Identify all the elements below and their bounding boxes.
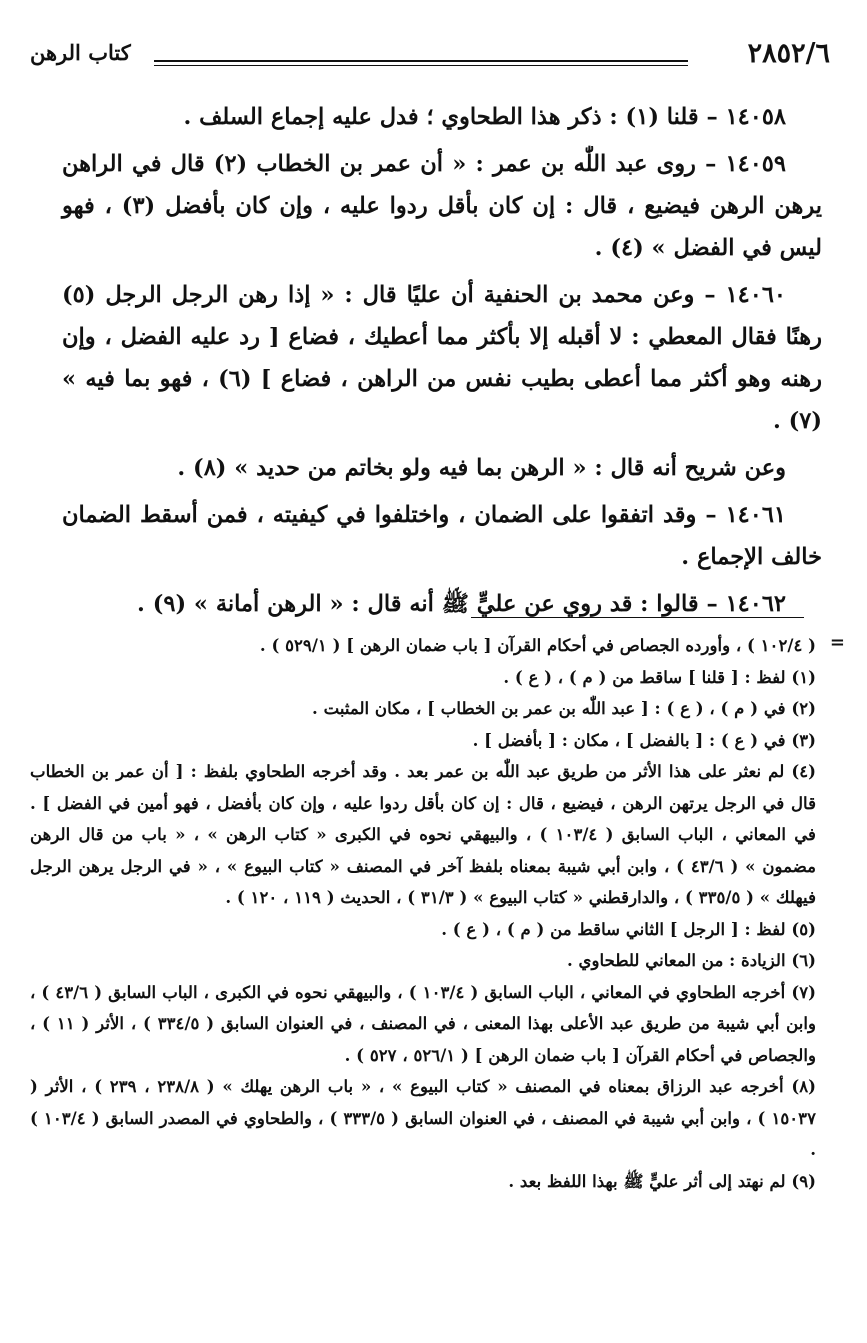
footnote-8: (٨) أخرجه عبد الرزاق بمعناه في المصنف « كتاب البيوع » ، « باب الرهن يهلك » ( ٢٣٨/٨ ، ٢٣٩ ) ، الأثر ( ١٥٠٣٧ ) ، وابن أبي شيبة في المصنف ، في العنوان السابق ( ٣٣٣/٥ ) ، والطحاوي في المصدر السابق ( ١٠٣/٤ ) .: [30, 1076, 817, 1159]
running-head: [30, 38, 830, 78]
footnote-4: (٤) لم نعثر على هذا الأثر من طريق عبد اللّٰه بن عمر بعد . وقد أخرجه الطحاوي بلفظ : [ أن عمر بن الخطاب قال في الرجل يرتهن الرهن ، فيضيع ، قال : إن كان بأقل ردوا عليه ، وإن كان بأفضل ، فهو أمين في الفضل ] . في المعاني ، الباب السابق ( ١٠٣/٤ ) ، والبيهقي نحوه في الكبرى « كتاب الرهن » ، « باب من قال الرهن مضمون » ( ٤٣/٦ ) ، وابن أبي شيبة بمعناه بلفظ آخر في المصنف « كتاب البيوع » ، « في الرجل يرهن الرجل فيهلك » ( ٣٣٥/٥ ) ، والدارقطني « كتاب البيوع » ( ٣١/٣ ) ، الحديث ( ١١٩ ، ١٢٠ ) .: [30, 761, 816, 907]
main-text: [62, 96, 822, 630]
footnote-1: (١) لفظ : [ قلنا ] ساقط من ( م ) ، ( ع ) .: [503, 666, 816, 687]
paragraph-14062: ١٤٠٦٢ – قالوا : قد روي عن عليٍّ ﷺ أنه قال : « الرهن أمانة » (٩) .: [137, 591, 786, 617]
footnote-7: (٧) أخرجه الطحاوي في المعاني ، الباب السابق ( ١٠٣/٤ ) ، والبيهقي نحوه في الكبرى ، الباب السابق ( ٤٣/٦ ) ، وابن أبي شيبة من طريق عبد الأعلى بهذا المعنى ، في المصنف ، في العنوان السابق ( ٣٣٤/٥ ) ، الأثر ( ١١ ) ، والجصاص في أحكام القرآن [ باب ضمان الرهن ] ( ٥٢٦/١ ، ٥٢٧ ) .: [30, 981, 817, 1065]
footnote-continuation-mark: =: [829, 632, 845, 653]
paragraph-14061: ١٤٠٦١ – وقد اتفقوا على الضمان ، واختلفوا في كيفيته ، فمن أسقط الضمان خالف الإجماع .: [62, 502, 822, 570]
footnote-5: (٥) لفظ : [ الرجل ] الثاني ساقط من ( م ) ، ( ع ) .: [441, 918, 816, 939]
footnote-2: (٢) في ( م ) ، ( ع ) : [ عبد اللّٰه بن عمر بن الخطاب ] ، مكان المثبت .: [312, 698, 816, 718]
footnote-rule: [471, 617, 804, 618]
paragraph-shurayh: وعن شريح أنه قال : « الرهن بما فيه ولو بخاتم من حديد » (٨) .: [177, 455, 786, 481]
paragraph-14058: ١٤٠٥٨ – قلنا (١) : ذكر هذا الطحاوي ؛ فدل عليه إجماع السلف .: [183, 104, 786, 130]
footnote-continued: ( ١٠٢/٤ ) ، وأورده الجصاص في أحكام القرآن [ باب ضمان الرهن ] ( ٥٢٩/١ ) .: [259, 635, 816, 655]
book-title: كتاب الرهن: [30, 40, 131, 65]
paragraph-14060: ١٤٠٦٠ – وعن محمد بن الحنفية أن عليًا قال : « إذا رهن الرجل الرجل (٥) رهنًا فقال المعطي : لا أقبله إلا بأكثر مما أعطيك ، فضاع [ رد عليه الفضل ، وإن رهنه وهو أكثر مما أعطى بطيب نفس من الراهن ، فضاع ] (٦) ، فهو بما فيه » (٧) .: [62, 282, 822, 434]
paragraph-14059: ١٤٠٥٩ – روى عبد اللّٰه بن عمر : « أن عمر بن الخطاب (٢) قال في الراهن يرهن الرهن فيضيع ، قال : إن كان بأقل ردوا عليه ، وإن كان بأفضل (٣) ، فهو ليس في الفضل » (٤) .: [62, 151, 823, 261]
footnote-9: (٩) لم نهتد إلى أثر عليٍّ ﷺ بهذا اللفظ بعد .: [508, 1170, 816, 1191]
page-number: ٢٨٥٢/٦: [747, 38, 830, 69]
footnote-6: (٦) الزيادة : من المعاني للطحاوي .: [567, 950, 816, 970]
header-rule: [154, 60, 688, 66]
footnote-3: (٣) في ( ع ) : [ بالفضل ] ، مكان : [ بأفضل ] .: [472, 729, 816, 750]
footnotes: [30, 630, 816, 1197]
